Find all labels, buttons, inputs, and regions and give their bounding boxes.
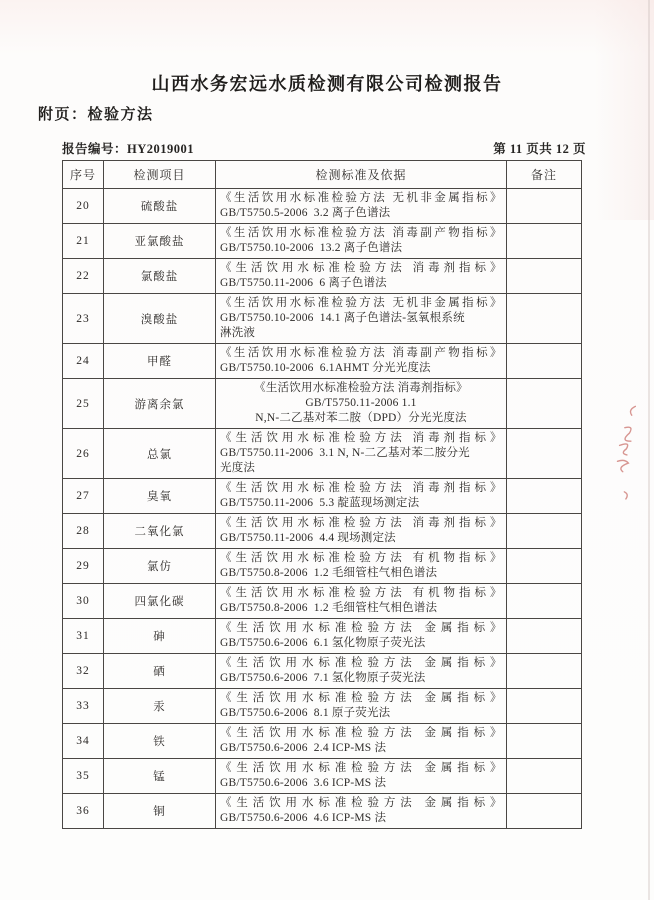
row-seq: 25 — [63, 379, 104, 429]
table-row — [63, 549, 582, 584]
standard-line: GB/T5750.10-2006 6.1AHMT 分光光度法 — [220, 362, 431, 374]
row-standard — [216, 379, 507, 429]
table-header-row — [63, 161, 582, 189]
standard-line: 《生活饮用水标准检验方法 消毒剂指标》 — [254, 382, 468, 394]
row-seq: 36 — [63, 794, 104, 829]
row-remark — [507, 759, 582, 794]
standard-line: 《生活饮用水标准检验方法 无机非金属指标》 — [220, 297, 502, 309]
row-remark — [507, 584, 582, 619]
report-number — [62, 139, 194, 157]
row-standard — [216, 259, 507, 294]
row-item: 砷 — [104, 619, 216, 654]
table-row — [63, 379, 582, 429]
standard-line: 淋洗液 — [220, 327, 256, 339]
row-item: 亚氯酸盐 — [104, 224, 216, 259]
table-row — [63, 514, 582, 549]
standard-line: 《生活饮用水标准检验方法 消毒副产物指标》 — [220, 347, 502, 359]
standard-line: GB/T5750.6-2006 7.1 氢化物原子荧光法 — [220, 672, 426, 684]
row-standard — [216, 479, 507, 514]
row-standard — [216, 759, 507, 794]
row-seq: 33 — [63, 689, 104, 724]
row-remark — [507, 654, 582, 689]
row-item: 总氯 — [104, 429, 216, 479]
table-row — [63, 584, 582, 619]
row-remark — [507, 794, 582, 829]
row-remark — [507, 379, 582, 429]
table-row — [63, 344, 582, 379]
standard-line: 《生活饮用水标准检验方法 金属指标》 — [220, 692, 502, 704]
row-seq: 28 — [63, 514, 104, 549]
col-header-seq: 序号 — [63, 161, 104, 189]
red-scribble-strokes — [615, 405, 635, 499]
standard-line: N,N-二乙基对苯二胺（DPD）分光光度法 — [255, 412, 467, 424]
row-standard — [216, 584, 507, 619]
row-item: 氯仿 — [104, 549, 216, 584]
row-seq: 24 — [63, 344, 104, 379]
standard-line: 《生活饮用水标准检验方法 金属指标》 — [220, 762, 502, 774]
row-remark — [507, 189, 582, 224]
row-item: 游离余氯 — [104, 379, 216, 429]
standard-line: 《生活饮用水标准检验方法 消毒剂指标》 — [220, 482, 502, 494]
standard-line: GB/T5750.11-2006 6 离子色谱法 — [220, 277, 387, 289]
standard-line: 《生活饮用水标准检验方法 消毒副产物指标》 — [220, 227, 502, 239]
row-seq: 21 — [63, 224, 104, 259]
report-number-value: HY2019001 — [127, 142, 195, 156]
row-seq: 32 — [63, 654, 104, 689]
row-remark — [507, 479, 582, 514]
row-seq: 29 — [63, 549, 104, 584]
standard-line: GB/T5750.8-2006 1.2 毛细管柱气相色谱法 — [220, 602, 438, 614]
row-item: 汞 — [104, 689, 216, 724]
table-row — [63, 619, 582, 654]
table-row — [63, 794, 582, 829]
col-header-standard: 检测标准及依据 — [216, 161, 507, 189]
row-standard — [216, 549, 507, 584]
row-remark — [507, 294, 582, 344]
standard-line: 《生活饮用水标准检验方法 金属指标》 — [220, 797, 502, 809]
methods-table — [62, 160, 582, 829]
row-item: 铁 — [104, 724, 216, 759]
row-remark — [507, 514, 582, 549]
row-standard — [216, 224, 507, 259]
row-seq: 30 — [63, 584, 104, 619]
standard-line: 《生活饮用水标准检验方法 消毒剂指标》 — [220, 517, 502, 529]
table-row — [63, 224, 582, 259]
table-row — [63, 724, 582, 759]
standard-line: 《生活饮用水标准检验方法 无机非金属指标》 — [220, 192, 502, 204]
standard-line: GB/T5750.5-2006 3.2 离子色谱法 — [220, 207, 391, 219]
standard-line: GB/T5750.11-2006 5.3 靛蓝现场测定法 — [220, 497, 420, 509]
standard-line: GB/T5750.6-2006 3.6 ICP-MS 法 — [220, 777, 387, 789]
table-row — [63, 759, 582, 794]
report-number-label: 报告编号： — [62, 142, 128, 156]
scan-tint — [594, 0, 654, 220]
standard-line: GB/T5750.6-2006 2.4 ICP-MS 法 — [220, 742, 387, 754]
table-row — [63, 429, 582, 479]
scan-edge — [648, 0, 650, 900]
standard-line: 《生活饮用水标准检验方法 消毒剂指标》 — [220, 262, 502, 274]
row-seq: 31 — [63, 619, 104, 654]
row-remark — [507, 224, 582, 259]
standard-line: 《生活饮用水标准检验方法 金属指标》 — [220, 622, 502, 634]
row-standard — [216, 794, 507, 829]
appendix-subtitle: 附页：检验方法 — [38, 106, 154, 123]
row-standard — [216, 429, 507, 479]
table-row — [63, 654, 582, 689]
standard-line: GB/T5750.6-2006 4.6 ICP-MS 法 — [220, 812, 387, 824]
row-seq: 20 — [63, 189, 104, 224]
row-item: 二氧化氯 — [104, 514, 216, 549]
row-item: 铜 — [104, 794, 216, 829]
row-standard — [216, 619, 507, 654]
standard-line: GB/T5750.8-2006 1.2 毛细管柱气相色谱法 — [220, 567, 438, 579]
row-remark — [507, 724, 582, 759]
standard-line: 光度法 — [220, 462, 256, 474]
table-row — [63, 259, 582, 294]
row-standard — [216, 294, 507, 344]
row-seq: 27 — [63, 479, 104, 514]
row-seq: 23 — [63, 294, 104, 344]
row-seq: 22 — [63, 259, 104, 294]
standard-line: GB/T5750.11-2006 3.1 N, N-二乙基对苯二胺分光 — [220, 447, 470, 459]
page-title: 山西水务宏远水质检测有限公司检测报告 — [151, 74, 503, 94]
row-remark — [507, 429, 582, 479]
row-standard — [216, 654, 507, 689]
row-item: 锰 — [104, 759, 216, 794]
row-item: 硒 — [104, 654, 216, 689]
standard-line: 《生活饮用水标准检验方法 金属指标》 — [220, 727, 502, 739]
standard-line: GB/T5750.10-2006 14.1 离子色谱法-氢氧根系统 — [220, 312, 465, 324]
row-item: 氯酸盐 — [104, 259, 216, 294]
row-standard — [216, 189, 507, 224]
row-item: 溴酸盐 — [104, 294, 216, 344]
standard-line: GB/T5750.11-2006 4.4 现场测定法 — [220, 532, 396, 544]
table-row — [63, 189, 582, 224]
standard-line: GB/T5750.10-2006 13.2 离子色谱法 — [220, 242, 403, 254]
row-remark — [507, 549, 582, 584]
standard-line: 《生活饮用水标准检验方法 金属指标》 — [220, 657, 502, 669]
row-standard — [216, 724, 507, 759]
col-header-item: 检测项目 — [104, 161, 216, 189]
handwritten-red-mark — [606, 401, 649, 507]
standard-line: GB/T5750.6-2006 6.1 氢化物原子荧光法 — [220, 637, 426, 649]
row-item: 甲醛 — [104, 344, 216, 379]
row-remark — [507, 689, 582, 724]
row-seq: 34 — [63, 724, 104, 759]
row-standard — [216, 689, 507, 724]
meta-row — [62, 139, 586, 157]
row-item: 硫酸盐 — [104, 189, 216, 224]
standard-line: 《生活饮用水标准检验方法 消毒剂指标》 — [220, 432, 502, 444]
page-indicator: 第 11 页共 12 页 — [493, 142, 586, 156]
table-row — [63, 479, 582, 514]
table-row — [63, 294, 582, 344]
standard-line: 《生活饮用水标准检验方法 有机物指标》 — [220, 587, 502, 599]
row-remark — [507, 259, 582, 294]
standard-line: 《生活饮用水标准检验方法 有机物指标》 — [220, 552, 502, 564]
row-standard — [216, 514, 507, 549]
table-row — [63, 689, 582, 724]
row-item: 四氯化碳 — [104, 584, 216, 619]
col-header-remark: 备注 — [507, 161, 582, 189]
row-item: 臭氧 — [104, 479, 216, 514]
row-standard — [216, 344, 507, 379]
row-remark — [507, 344, 582, 379]
standard-line: GB/T5750.11-2006 1.1 — [305, 397, 417, 409]
row-seq: 26 — [63, 429, 104, 479]
row-remark — [507, 619, 582, 654]
standard-line: GB/T5750.6-2006 8.1 原子荧光法 — [220, 707, 391, 719]
row-seq: 35 — [63, 759, 104, 794]
